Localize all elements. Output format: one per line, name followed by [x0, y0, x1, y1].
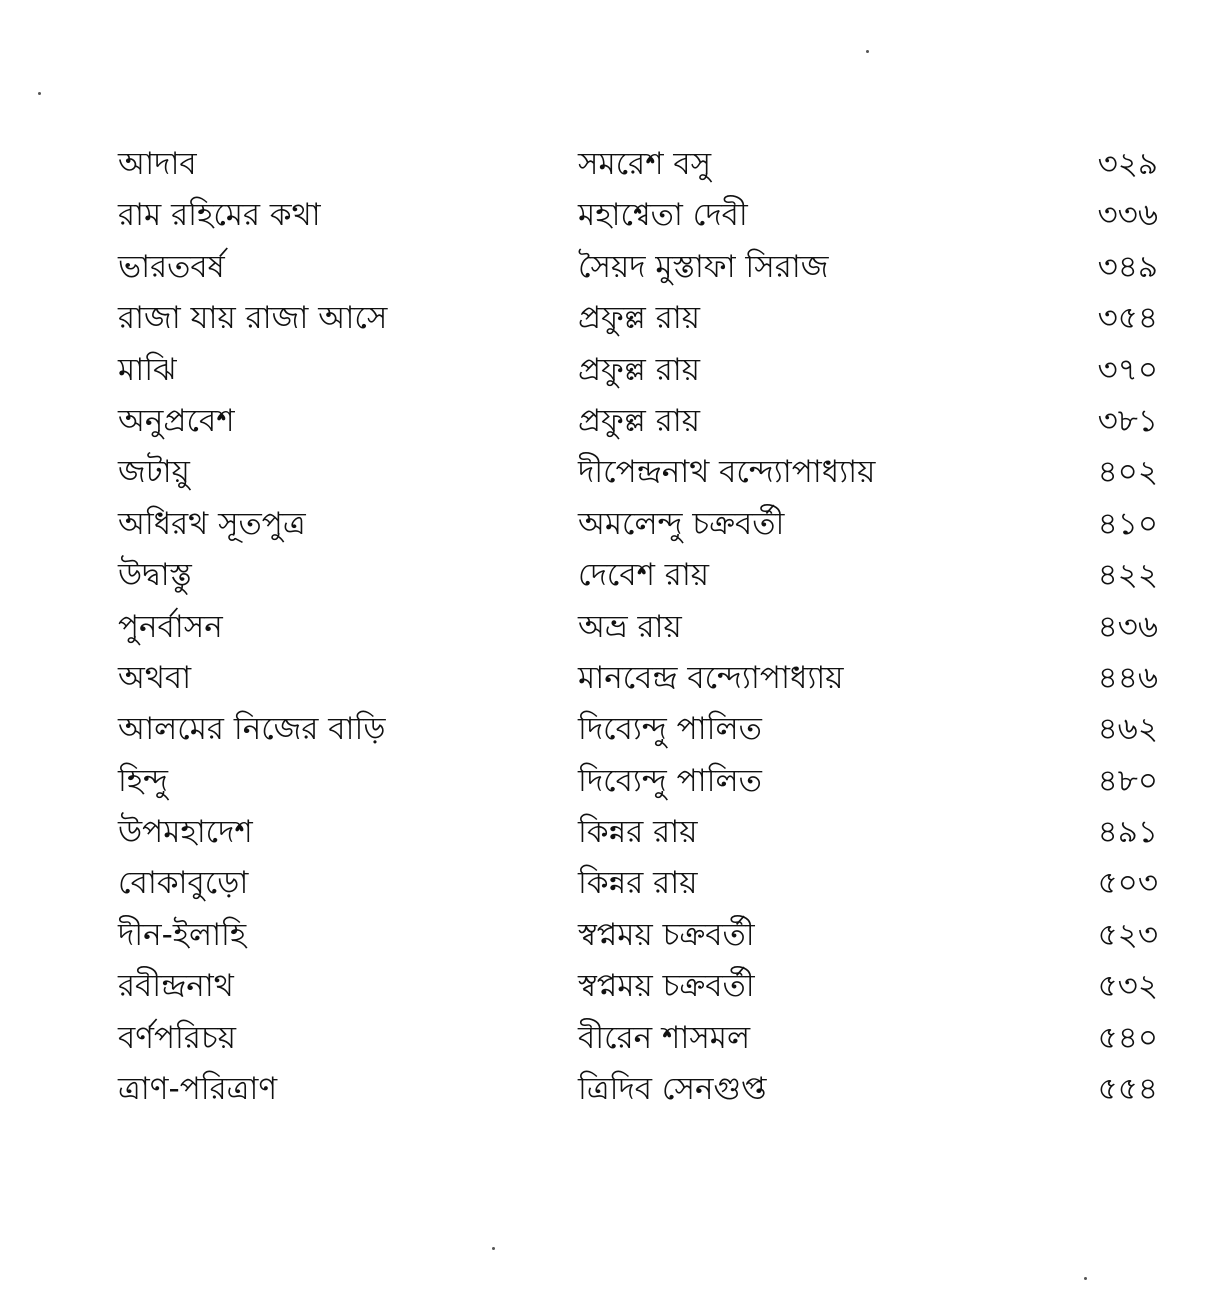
- toc-page-number: ৫৫৪: [1097, 1071, 1158, 1108]
- toc-title: অথবা: [118, 659, 192, 696]
- toc-row: [0, 810, 1214, 861]
- toc-page-number: ৫২৩: [1097, 916, 1158, 953]
- toc-title: বোকাবুড়ো: [118, 865, 249, 902]
- toc-page-number: ৩৮১: [1097, 402, 1158, 439]
- toc-row: [0, 348, 1214, 399]
- toc-title: হিন্দু: [118, 762, 169, 799]
- toc-page-number: ৪০২: [1097, 454, 1158, 491]
- toc-page-number: ৩৪৯: [1097, 248, 1158, 285]
- toc-page-number: ৩৫৪: [1097, 300, 1158, 337]
- toc-title: অধিরথ সূতপুত্র: [118, 505, 306, 542]
- toc-author: প্রফুল্ল রায়: [578, 351, 701, 388]
- toc-page-number: ৪৮০: [1097, 762, 1158, 799]
- toc-author: প্রফুল্ল রায়: [578, 300, 701, 337]
- toc-author: দেবেশ রায়: [578, 557, 710, 594]
- toc-title: রবীন্দ্রনাথ: [118, 968, 234, 1005]
- toc-row: [0, 502, 1214, 553]
- toc-title: আলমের নিজের বাড়ি: [118, 711, 386, 748]
- toc-row: [0, 759, 1214, 810]
- toc-author: অমলেন্দু চক্রবর্তী: [578, 505, 785, 542]
- table-of-contents: [0, 142, 1214, 1118]
- toc-page-number: ৪২২: [1097, 557, 1158, 594]
- toc-author: কিন্নর রায়: [578, 814, 698, 851]
- toc-row: [0, 553, 1214, 604]
- toc-title: মাঝি: [118, 351, 177, 388]
- toc-row: [0, 913, 1214, 964]
- toc-title: উপমহাদেশ: [118, 814, 253, 851]
- toc-row: [0, 964, 1214, 1015]
- toc-author: মানবেন্দ্র বন্দ্যোপাধ্যায়: [578, 659, 844, 696]
- toc-author: স্বপ্নময় চক্রবর্তী: [578, 968, 755, 1005]
- toc-row: [0, 193, 1214, 244]
- toc-author: সৈয়দ মুস্তাফা সিরাজ: [578, 248, 829, 285]
- toc-title: রাজা যায় রাজা আসে: [118, 300, 388, 337]
- toc-row: [0, 399, 1214, 450]
- toc-page-number: ৪৯১: [1097, 814, 1158, 851]
- toc-row: [0, 605, 1214, 656]
- scan-speck: [1084, 1277, 1087, 1280]
- toc-row: [0, 450, 1214, 501]
- toc-row: [0, 296, 1214, 347]
- toc-title: জটায়ু: [118, 454, 190, 491]
- scan-speck: [492, 1247, 495, 1250]
- toc-page-number: ৫৪০: [1097, 1019, 1158, 1056]
- toc-author: বীরেন শাসমল: [578, 1019, 751, 1056]
- toc-title: অনুপ্রবেশ: [118, 402, 235, 439]
- toc-author: অভ্র রায়: [578, 608, 682, 645]
- toc-row: [0, 245, 1214, 296]
- toc-page-number: ৪১০: [1097, 505, 1158, 542]
- toc-title: উদ্বাস্তু: [118, 557, 192, 594]
- toc-row: [0, 656, 1214, 707]
- toc-page-number: ৫৩২: [1097, 968, 1158, 1005]
- toc-row: [0, 861, 1214, 912]
- toc-author: সমরেশ বসু: [578, 146, 712, 182]
- toc-row: [0, 142, 1214, 193]
- toc-page-number: ৩২৯: [1097, 146, 1158, 182]
- toc-page-number: ৩৩৬: [1097, 197, 1158, 234]
- toc-title: দীন-ইলাহি: [118, 916, 247, 953]
- toc-title: পুনর্বাসন: [118, 608, 223, 645]
- toc-author: দীপেন্দ্রনাথ বন্দ্যোপাধ্যায়: [578, 454, 876, 491]
- toc-page-number: ৪৩৬: [1097, 608, 1158, 645]
- toc-author: দিব্যেন্দু পালিত: [578, 762, 762, 799]
- toc-author: দিব্যেন্দু পালিত: [578, 711, 762, 748]
- toc-title: আদাব: [118, 146, 197, 182]
- toc-row: [0, 707, 1214, 758]
- toc-page-number: ৪৪৬: [1097, 659, 1158, 696]
- toc-title: ত্রাণ-পরিত্রাণ: [118, 1071, 278, 1108]
- scan-speck: [38, 92, 41, 95]
- toc-page-number: ৫০৩: [1097, 865, 1158, 902]
- toc-author: ত্রিদিব সেনগুপ্ত: [578, 1071, 767, 1108]
- toc-page-number: ৩৭০: [1097, 351, 1158, 388]
- scan-speck: [866, 50, 869, 53]
- toc-author: কিন্নর রায়: [578, 865, 698, 902]
- toc-page-number: ৪৬২: [1097, 711, 1158, 748]
- toc-row: [0, 1067, 1214, 1118]
- toc-title: ভারতবর্ষ: [118, 248, 225, 285]
- toc-title: রাম রহিমের কথা: [118, 197, 321, 234]
- toc-author: প্রফুল্ল রায়: [578, 402, 701, 439]
- toc-row: [0, 1016, 1214, 1067]
- toc-author: মহাশ্বেতা দেবী: [578, 197, 748, 234]
- toc-title: বর্ণপরিচয়: [118, 1019, 236, 1056]
- toc-author: স্বপ্নময় চক্রবর্তী: [578, 916, 755, 953]
